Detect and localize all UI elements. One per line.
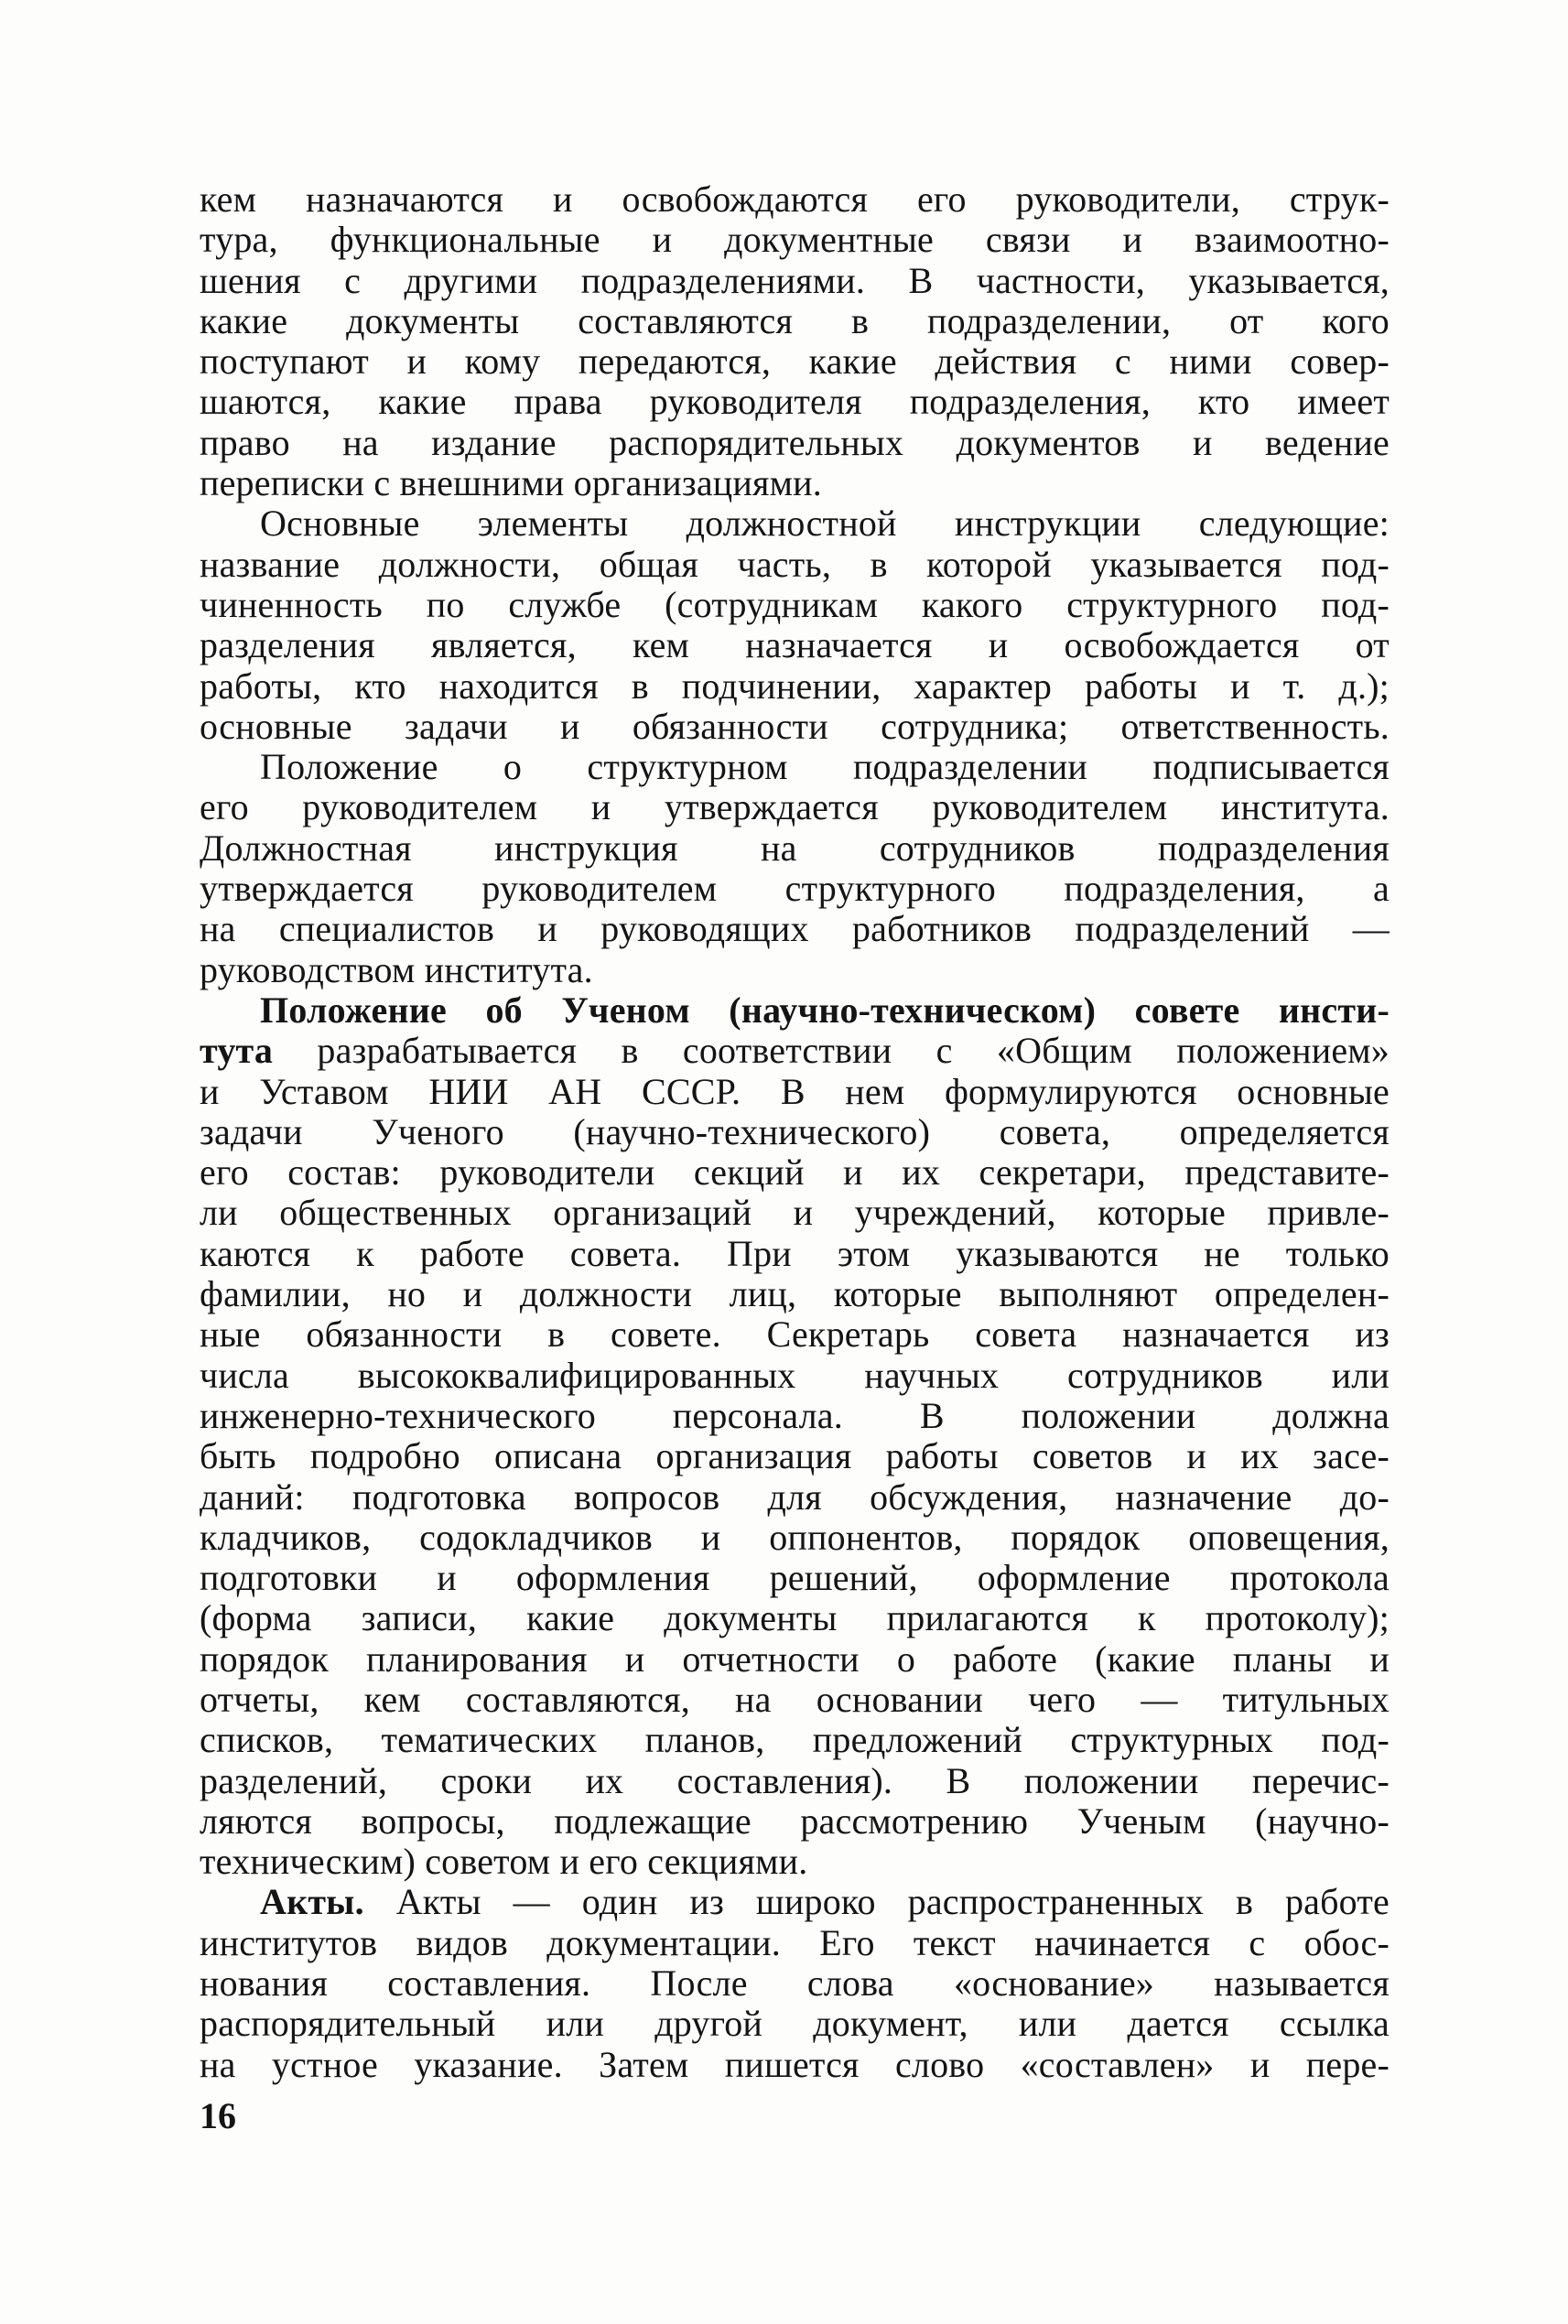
text-line: кладчиков, содокладчиков и оппонентов, порядок оповещения, — [200, 1516, 1390, 1558]
text-line: переписки с внешними организациями. — [200, 462, 822, 504]
text-line: каются к работе совета. При этом указываются не только — [200, 1232, 1390, 1274]
text-line — [200, 1031, 1390, 1071]
section-heading: Акты. — [260, 1881, 364, 1923]
section-heading-cont: тута — [200, 1030, 274, 1072]
text-line: ные обязанности в совете. Секретарь совета назначается из — [200, 1313, 1390, 1356]
paragraph-5 — [200, 1882, 1390, 2084]
text-line: инженерно-технического персонала. В положении должна — [200, 1394, 1390, 1436]
paragraph-1 — [200, 179, 1390, 503]
lead-rest: Акты — один из широко распространенных в работе — [363, 1881, 1390, 1923]
text-line: ли общественных организаций и учреждений, которые привле- — [200, 1192, 1390, 1234]
text-line: право на издание распорядительных документов и ведение — [200, 421, 1390, 463]
text-line: ляются вопросы, подлежащие рассмотрению Ученым (научно- — [200, 1800, 1390, 1842]
text-line: кем назначаются и освобождаются его руководители, струк- — [200, 178, 1390, 220]
text-line: техническим) советом и его секциями. — [200, 1841, 808, 1883]
text-line: на специалистов и руководящих работников подразделений — — [200, 908, 1390, 950]
text-line: чиненность по службе (сотрудникам какого структурного под- — [200, 583, 1390, 625]
text-line: списков, тематических планов, предложений структурных под- — [200, 1719, 1390, 1761]
text-line: (форма записи, какие документы прилагаются к протоколу); — [200, 1597, 1390, 1639]
text-line: Должностная инструкция на сотрудников подразделения — [200, 827, 1390, 869]
text-line: порядок планирования и отчетности о работе (какие планы и — [200, 1638, 1390, 1680]
text-line — [200, 1882, 1390, 1922]
paragraph-4 — [200, 990, 1390, 1883]
text-line: подготовки и оформления решений, оформление протокола — [200, 1557, 1390, 1599]
text-line: задачи Ученого (научно-технического) совета, определяется — [200, 1110, 1390, 1152]
text-line: распорядительный или другой документ, или дается ссылка — [200, 2003, 1390, 2045]
text-line: название должности, общая часть, в которой указывается под- — [200, 543, 1390, 585]
text-line: поступают и кому передаются, какие действия с ними совер- — [200, 340, 1390, 383]
text-line: какие документы составляются в подразделении, от кого — [200, 299, 1390, 341]
text-line: его руководителем и утверждается руководителем института. — [200, 786, 1390, 828]
text-line: разделений, сроки их составления). В положении перечис- — [200, 1759, 1390, 1801]
text-line: фамилии, но и должности лиц, которые выполняют определен- — [200, 1273, 1390, 1315]
text-line: нования составления. После слова «основание» называется — [200, 1962, 1390, 2005]
text-line: тура, функциональные и документные связи и взаимоотно- — [200, 219, 1390, 261]
paragraph-3 — [200, 747, 1390, 990]
text-line: быть подробно описана организация работы советов и их засе- — [200, 1435, 1390, 1477]
page-number: 16 — [200, 2095, 236, 2136]
text-line: на устное указание. Затем пишется слово «составлен» и пере- — [200, 2043, 1390, 2085]
text-line: шения с другими подразделениями. В частности, указывается, — [200, 259, 1390, 301]
text-line: Положение о структурном подразделении подписывается — [260, 746, 1390, 788]
text-line: руководством института. — [200, 948, 593, 990]
text-line: отчеты, кем составляются, на основании чего — титульных — [200, 1678, 1390, 1720]
text-line: институтов видов документации. Его текст начинается с обос- — [200, 1921, 1390, 1963]
text-line: работы, кто находится в подчинении, характер работы и т. д.); — [200, 665, 1390, 707]
text-line: числа высококвалифицированных научных сотрудников или — [200, 1354, 1390, 1396]
body-text — [200, 179, 1390, 2085]
section-heading: Положение об Ученом (научно-техническом) совете инсти- — [260, 989, 1390, 1031]
paragraph-2 — [200, 503, 1390, 747]
text-line: Основные элементы должностной инструкции следующие: — [260, 503, 1390, 545]
lead-rest: разрабатывается в соответствии с «Общим положением» — [273, 1030, 1390, 1072]
text-line: даний: подготовка вопросов для обсуждения, назначение до- — [200, 1475, 1390, 1518]
text-line: шаются, какие права руководителя подразделения, кто имеет — [200, 381, 1390, 423]
text-line: утверждается руководителем структурного подразделения, а — [200, 868, 1390, 910]
text-line: и Уставом НИИ АН СССР. В нем формулируются основные — [200, 1070, 1390, 1112]
text-line: разделения является, кем назначается и освобождается от — [200, 624, 1390, 666]
text-line: основные задачи и обязанности сотрудника; ответственность. — [200, 705, 1390, 747]
text-line: его состав: руководители секций и их секретари, представите- — [200, 1151, 1390, 1194]
